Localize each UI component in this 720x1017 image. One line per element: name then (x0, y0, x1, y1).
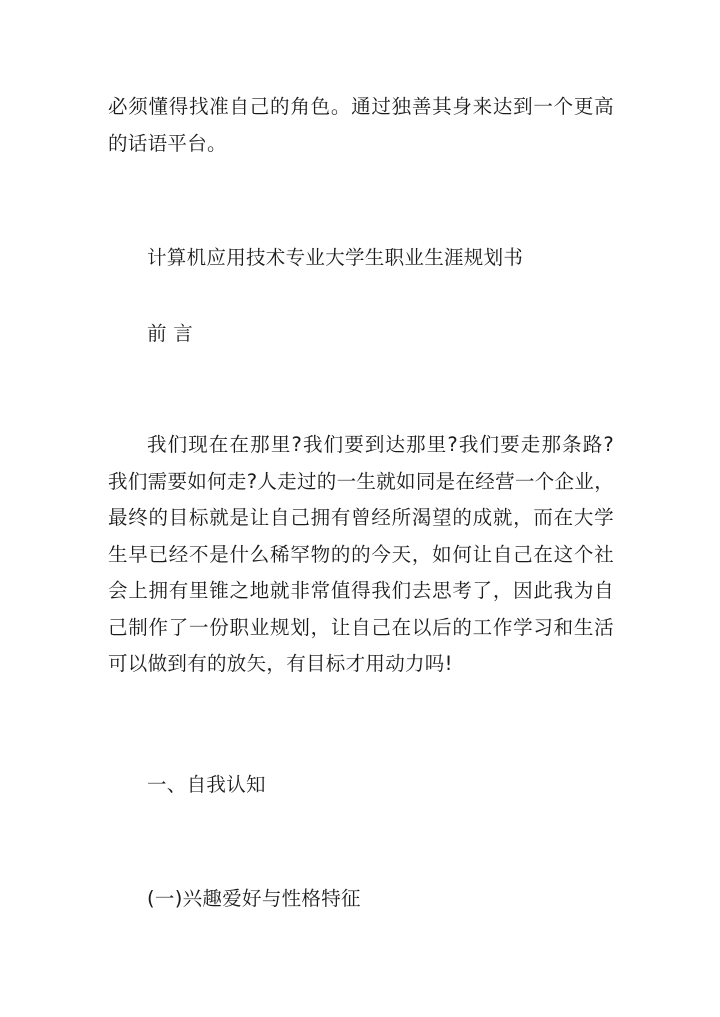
continuation-paragraph: 必须懂得找准自己的角色。通过独善其身来达到一个更高的话语平台。 (108, 95, 614, 155)
preface-heading: 前 言 (147, 322, 194, 345)
document-title: 计算机应用技术专业大学生职业生涯规划书 (147, 246, 524, 269)
section-heading: 一、自我认知 (147, 773, 266, 796)
preface-paragraph: 我们现在在那里?我们要到达那里?我们要走那条路?我们需要如何走?人走过的一生就如同是在经营一个企业，最终的目标就是让自己拥有曾经所渴望的成就，而在大学生早已经不是什么稀罕物的的今天，如何让自己在这个社会上拥有里锥之地就非常值得我们去思考了，因此我为自己制作了一份职业规划，让自己在以后的工作学习和生活可以做到有的放矢，有目标才用动力吗! (108, 433, 614, 675)
subsection-heading: (一)兴趣爱好与性格特征 (147, 887, 361, 910)
